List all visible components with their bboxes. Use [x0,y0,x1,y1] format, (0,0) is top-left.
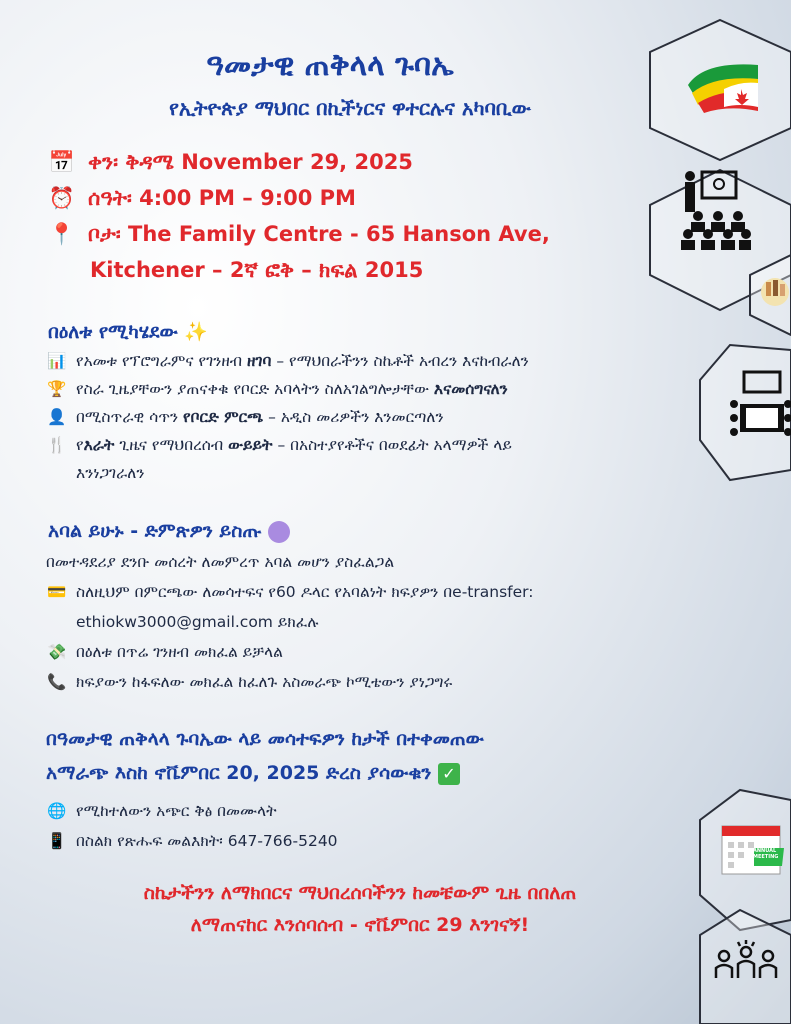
membership-item [46,643,283,662]
agenda-bold: እራት [83,436,115,454]
page-subtitle: የኢትዮጵያ ማህበር በኪችነርና ዋተርሉና አካባቢው [169,96,531,120]
money-icon: 💸 [47,643,67,661]
membership-text: ክፍያውን ከፋፍለው መክፈል ከፈለጉ አስመራጭ ኮሚቴውን ያነጋግሩ [76,673,453,691]
rsvp-line2 [46,762,460,785]
presentation-icon [680,168,752,252]
event-place-line2: Kitchener – 2ኛ ፎቅ – ክፍል 2015 [90,258,424,282]
agenda-heading: በዕለቱ የሚካሄደው ✨ [48,321,209,343]
agenda-text: – በአስተያየቶችና በወደፊት አላማዎች ላይ [272,436,512,454]
agenda-item [46,436,512,455]
globe-icon: 🌐 [47,802,67,820]
person-icon: 👤 [47,408,67,426]
event-time [48,186,356,211]
membership-text: ስለዚህም በምርጫው ለመሳተፍና የ60 ዶላር የአባልነት ክፍያዎን በe-transfer: [76,583,534,601]
membership-heading-text: አባል ይሁኑ - ድምጽዎን ይስጡ [48,520,262,542]
rsvp-text: በስልክ የጽሑፍ መልእክት፡ 647-766-5240 [76,832,338,850]
purple-circle-icon [268,521,290,543]
flag-logo [684,55,762,115]
membership-item [46,583,533,602]
agenda-bold: እናመሰግናለን [433,380,508,398]
rsvp-item [46,802,277,821]
event-date [48,150,413,175]
agenda-text: – የማህበራችንን ስኬቶች አብረን እናከብራለን [271,352,529,370]
trophy-icon: 🏆 [47,380,67,398]
rsvp-text: የሚከተለውን አጭር ቅፅ በመሙላት [76,802,277,820]
membership-heading [48,520,290,543]
agenda-bold: ውይይት [228,436,273,454]
fork-knife-icon: 🍴 [47,436,67,454]
raised-hands-icon [760,272,790,312]
membership-item [46,673,452,692]
mobile-phone-icon: 📱 [47,832,67,850]
membership-text: በዕለቱ በጥሬ ገንዘብ መክፈል ይቻላል [76,643,283,661]
page-title: ዓመታዊ ጠቅላላ ጉባኤ [206,48,454,83]
rsvp-line2-text: አማራጭ እስከ ኖቬምበር 20, 2025 ድረስ ያሳውቁን [46,762,432,784]
pin-icon: 📍 [48,222,76,246]
agenda-item [46,352,529,371]
agenda-text: የ [76,436,84,454]
agenda-item [46,380,508,399]
membership-email: ethiokw3000@gmail.com ይክፈሉ [76,613,319,631]
agenda-bold: የቦርድ ምርጫ [183,408,264,426]
meeting-table-icon [730,370,791,442]
agenda-text: በሚስጥራዊ ሳጥን [76,408,184,426]
agenda-text: ጊዜና የማህበረሰብ [114,436,229,454]
event-date-text: ቀን፡ ቅዳሜ November 29, 2025 [88,150,413,174]
agenda-bold: ዘገባ [247,352,272,370]
credit-card-icon: 💳 [47,583,67,601]
bar-chart-icon: 📊 [47,352,67,370]
community-icon [712,940,782,982]
check-icon: ✓ [438,763,460,785]
agenda-text: የአመቱ የፕሮግራምና የገንዘብ [76,352,247,370]
annual-meeting-badge: ANNUAL MEETING [753,848,779,860]
event-place-line1: ቦታ፡ The Family Centre - 65 Hanson Ave, [88,222,550,246]
footer-line1: ስኬታችንን ለማክበርና ማህበረሰባችንን ከመቼውም ጊዜ በበለጠ [143,882,577,904]
agenda-item [46,408,444,427]
footer-line2: ለማጠናከር እንሰባሰብ - ኖቬምበር 29 እንገናኝ! [190,914,530,936]
event-time-text: ሰዓት፡ 4:00 PM – 9:00 PM [88,186,356,210]
phone-icon: 📞 [47,673,67,691]
rsvp-line1: በዓመታዊ ጠቅላላ ጉባኤው ላይ መሳተፍዎን ከታች በተቀመጠው [46,728,484,750]
calendar-small-icon: 📅 [48,150,76,174]
membership-intro: በመተዳደሪያ ደንቡ መሰረት ለመምረጥ አባል መሆን ያስፈልጋል [46,553,395,571]
agenda-item-cont: እንነጋገራለን [76,464,145,482]
agenda-text: – አዲስ መሪዎችን እንመርጣለን [263,408,444,426]
event-place [48,222,550,247]
rsvp-item [46,832,338,851]
agenda-text: የስራ ጊዜያቸውን ያጠናቀቁ የቦርድ አባላትን ስለአገልግሎታቸው [76,380,434,398]
alarm-clock-icon: ⏰ [48,186,76,210]
